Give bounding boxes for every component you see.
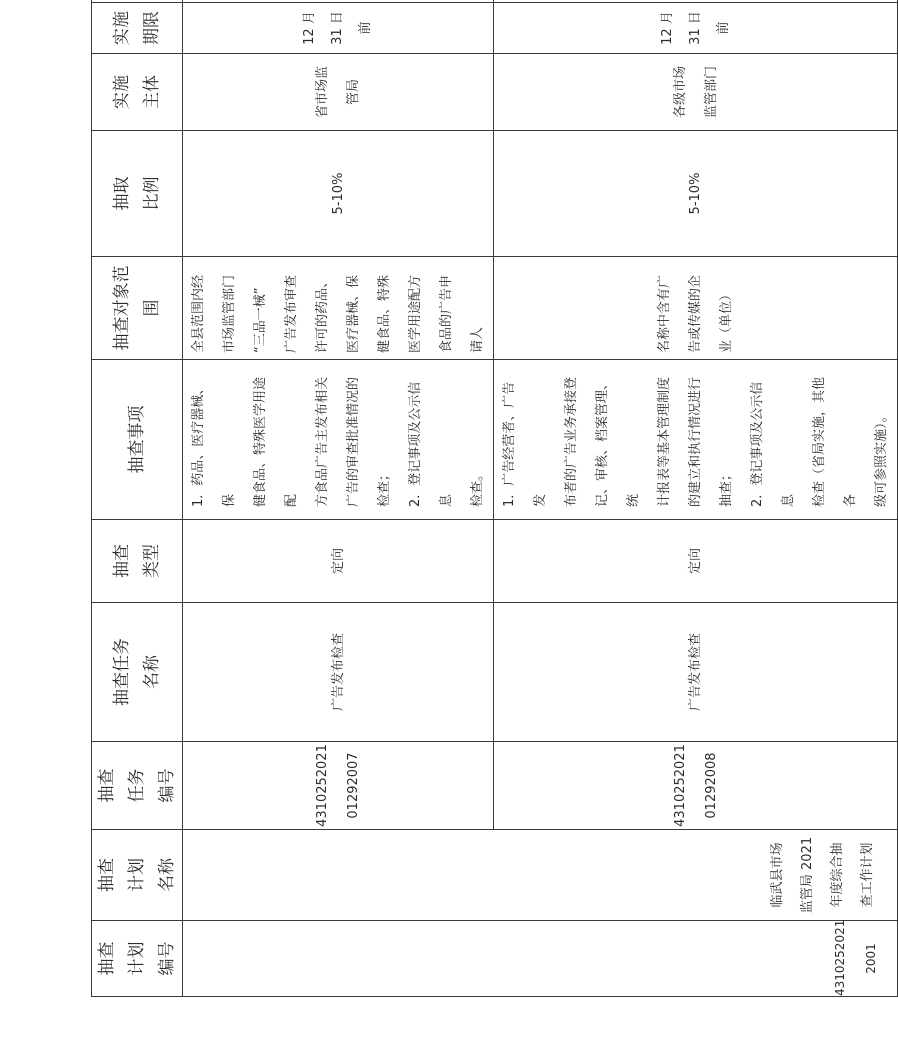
subject: 省市场监 管局 (315, 66, 361, 119)
target-scope: 名称中含有广 告或传媒的企 业（单位） (657, 274, 734, 353)
plan-no-cell (183, 921, 898, 997)
header-row (92, 0, 183, 997)
task-no: 4310252021 01292007 (315, 744, 361, 827)
header-task-name: 抽查任务 名称 (92, 603, 183, 742)
header-target-scope: 抽查对象范 围 (92, 257, 183, 360)
spot-check-plan-table (91, 0, 898, 997)
task-no-cell (183, 742, 494, 830)
subject: 各级市场 监管部门 (672, 66, 719, 119)
task-name: 广告发布检查 (688, 633, 703, 712)
rotated-page (91, 11, 889, 997)
plan-name-cell (183, 830, 898, 921)
deadline-cell (494, 3, 898, 54)
check-type-cell (183, 520, 494, 603)
check-type-cell (494, 520, 898, 603)
header-office (92, 0, 183, 3)
check-type: 定向 (688, 548, 703, 575)
target-scope-cell (183, 257, 494, 360)
task-name: 广告发布检查 (330, 633, 346, 712)
office-cell (183, 0, 494, 3)
subject-cell (494, 54, 898, 131)
header-check-items: 抽查事项 (92, 360, 183, 520)
check-type: 定向 (330, 548, 346, 575)
header-subject: 实施 主体 (92, 54, 183, 131)
plan-no: 4310252021 2001 (833, 919, 878, 996)
header-ratio: 抽取 比例 (92, 131, 183, 257)
task-no: 4310252021 01292008 (672, 744, 719, 827)
target-scope: 全县范围内经 市场监管部门 “三品一械” 广告发布审查 许可的药品、 医疗器械、保 健食品、特殊 医学用途配方 食品的广告申 请人 (191, 274, 485, 353)
plan-name: 临武县市场 监管局 2021 年度综合抽 查工作计划 (770, 836, 875, 914)
header-plan-no: 抽查 计划 编号 (92, 921, 183, 997)
task-name-cell (494, 603, 898, 742)
task-no-cell (494, 742, 898, 830)
deadline: 12 月 31 日 前 (659, 11, 731, 45)
deadline: 12 月 31 日 前 (302, 11, 373, 45)
deadline-cell (183, 3, 494, 54)
task-name-cell (183, 603, 494, 742)
header-check-type: 抽查 类型 (92, 520, 183, 603)
ratio-cell (183, 131, 494, 257)
office-cell (494, 0, 898, 3)
check-items-cell (183, 360, 494, 520)
check-items: 1．药品、医疗器械、保 健食品、特殊医学用途配 方食品广告主发布相关 广告的审查批准情况的 检查； 2．登记事项及公示信息 检查。 (191, 376, 485, 507)
ratio-cell (494, 131, 898, 257)
check-items-cell (494, 360, 898, 520)
header-deadline: 实施 期限 (92, 3, 183, 54)
ratio: 5-10% (330, 172, 346, 215)
subject-cell (183, 54, 494, 131)
target-scope-cell (494, 257, 898, 360)
header-plan-name: 抽查 计划 名称 (92, 830, 183, 921)
header-task-no: 抽查 任务 编号 (92, 742, 183, 830)
check-items: 1．广告经营者、广告发 布者的广告业务承接登 记、审核、档案管理、统 计报表等基本管理制度 的建立和执行情况进行 抽查； 2．登记事项及公示信息 检查（省局实施，其他各 级可参照实施）。 (502, 376, 889, 507)
ratio: 5-10% (688, 172, 703, 215)
table-row (183, 0, 494, 997)
